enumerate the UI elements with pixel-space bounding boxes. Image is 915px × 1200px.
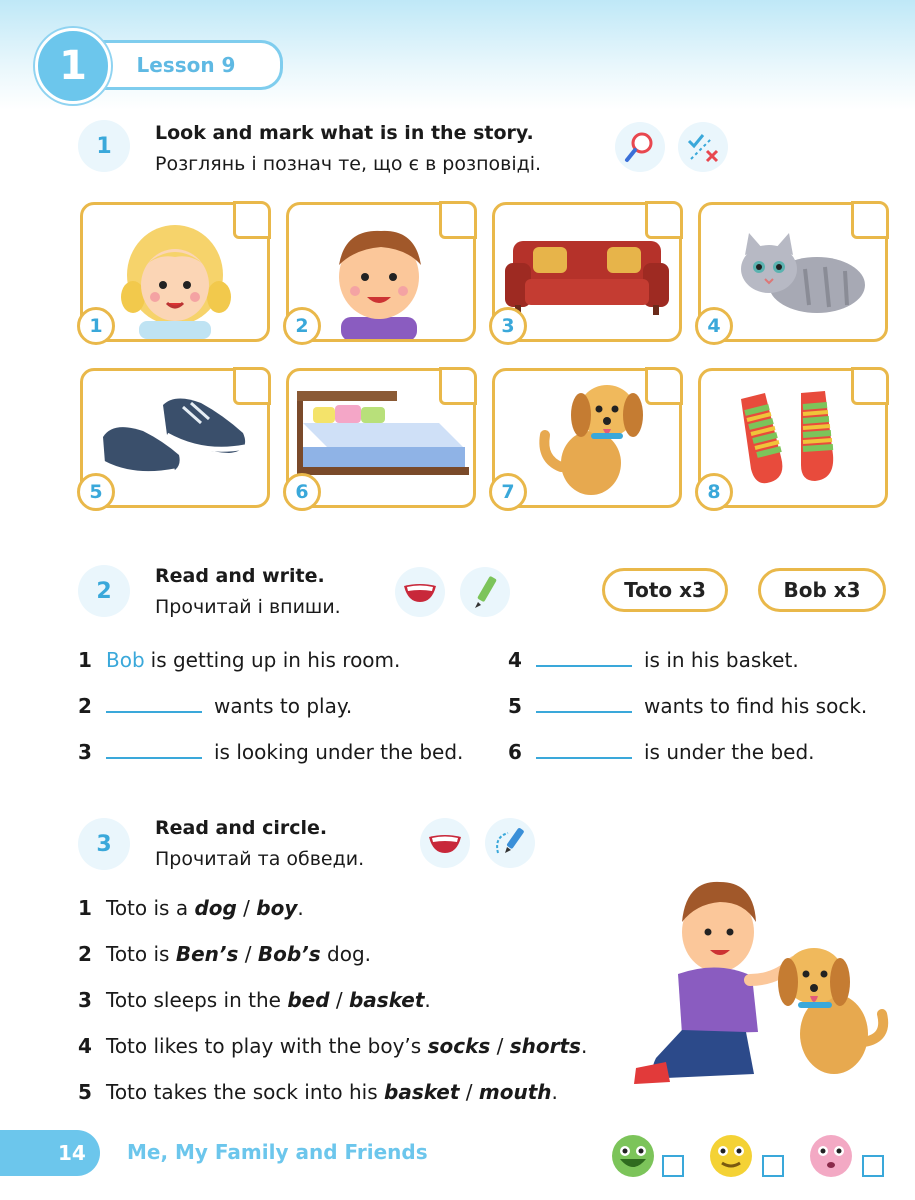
option-a[interactable]: Ben’s: [175, 942, 239, 966]
answer-blank[interactable]: [536, 649, 632, 667]
picture-card-sofa: [492, 202, 682, 342]
filled-answer: Bob: [106, 648, 145, 672]
self-assessment-checkbox-happy[interactable]: [662, 1155, 684, 1177]
picture-card-boy: [286, 202, 476, 342]
mouth-icon: [395, 567, 445, 617]
card-number: 8: [695, 473, 733, 511]
tick-cross-icon: [678, 122, 728, 172]
self-assessment-checkbox-neutral[interactable]: [762, 1155, 784, 1177]
picture-card-shoes: [80, 368, 270, 508]
write-item-6: 6 is under the bed.: [508, 740, 815, 764]
exercise-3-subtitle: Прочитай та обведи.: [155, 848, 365, 870]
write-item-1: 1 Bob is getting up in his room.: [78, 648, 401, 672]
exercise-1-title: Look and mark what is in the story.: [155, 122, 534, 144]
self-assessment-checkbox-sad[interactable]: [862, 1155, 884, 1177]
circle-item-3: 3 Toto sleeps in the bed / basket .: [78, 988, 431, 1012]
write-item-3: 3 is looking under the bed.: [78, 740, 464, 764]
lesson-label: Lesson 9: [92, 40, 283, 90]
word-box-bob: Bob x3: [758, 568, 886, 612]
tick-box[interactable]: [233, 201, 271, 239]
picture-card-socks: [698, 368, 888, 508]
exercise-2-title: Read and write.: [155, 565, 325, 587]
tick-box[interactable]: [439, 367, 477, 405]
picture-card-dog: [492, 368, 682, 508]
circle-item-4: 4 Toto likes to play with the boy’s socks / shorts .: [78, 1034, 588, 1058]
exercise-2-number: 2: [78, 565, 130, 617]
exercise-1-subtitle: Розглянь і познач те, що є в розповіді.: [155, 153, 542, 175]
circle-item-1: 1 Toto is a dog / boy .: [78, 896, 304, 920]
option-b[interactable]: mouth: [478, 1080, 552, 1104]
tick-box[interactable]: [851, 201, 889, 239]
picture-card-cat: [698, 202, 888, 342]
write-item-4: 4 is in his basket.: [508, 648, 799, 672]
page-number: 14: [0, 1130, 100, 1176]
card-number: 4: [695, 307, 733, 345]
picture-card-girl: [80, 202, 270, 342]
exercise-2-subtitle: Прочитай і впиши.: [155, 596, 341, 618]
tick-box[interactable]: [645, 367, 683, 405]
answer-blank[interactable]: [536, 741, 632, 759]
exercise-1-number: 1: [78, 120, 130, 172]
picture-card-bed: [286, 368, 476, 508]
pen-icon: [460, 567, 510, 617]
happy-face-icon: [610, 1133, 656, 1179]
option-a[interactable]: basket: [384, 1080, 460, 1104]
answer-blank[interactable]: [536, 695, 632, 713]
tick-box[interactable]: [645, 201, 683, 239]
exercise-3-title: Read and circle.: [155, 817, 328, 839]
boy-and-dog-illustration: [626, 862, 898, 1094]
neutral-face-icon: [708, 1133, 754, 1179]
tick-box[interactable]: [233, 367, 271, 405]
option-b[interactable]: basket: [348, 988, 425, 1012]
answer-blank[interactable]: [106, 695, 202, 713]
answer-blank[interactable]: [106, 741, 202, 759]
circle-pencil-icon: [485, 818, 535, 868]
option-a[interactable]: bed: [287, 988, 330, 1012]
option-a[interactable]: dog: [194, 896, 237, 920]
option-a[interactable]: socks: [427, 1034, 491, 1058]
option-b[interactable]: shorts: [509, 1034, 581, 1058]
tick-box[interactable]: [851, 367, 889, 405]
unit-title: Me, My Family and Friends: [127, 1140, 428, 1164]
card-number: 6: [283, 473, 321, 511]
card-number: 5: [77, 473, 115, 511]
mouth-icon: [420, 818, 470, 868]
sad-face-icon: [808, 1133, 854, 1179]
tick-box[interactable]: [439, 201, 477, 239]
option-b[interactable]: boy: [256, 896, 298, 920]
exercise-3-number: 3: [78, 818, 130, 870]
circle-item-2: 2 Toto is Ben’s / Bob’s dog.: [78, 942, 371, 966]
option-b[interactable]: Bob’s: [257, 942, 321, 966]
circle-item-5: 5 Toto takes the sock into his basket / mouth .: [78, 1080, 558, 1104]
write-item-5: 5 wants to find his sock.: [508, 694, 868, 718]
card-number: 7: [489, 473, 527, 511]
unit-number-badge: 1: [35, 28, 111, 104]
card-number: 1: [77, 307, 115, 345]
write-item-2: 2 wants to play.: [78, 694, 353, 718]
card-number: 2: [283, 307, 321, 345]
magnifier-icon: [615, 122, 665, 172]
card-number: 3: [489, 307, 527, 345]
word-box-toto: Toto x3: [602, 568, 728, 612]
